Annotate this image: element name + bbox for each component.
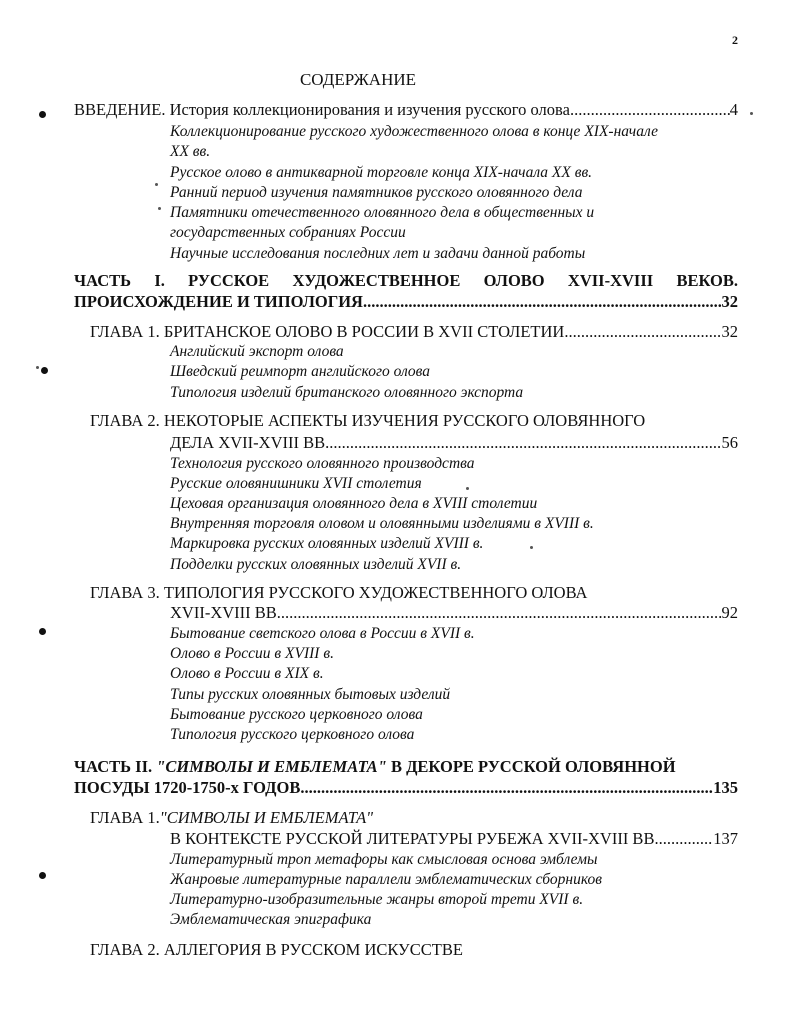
toc-subentry: Английский экспорт олова bbox=[170, 343, 344, 360]
toc-chapter-1-2-line-2[interactable]: ДЕЛА XVII-XVIII ВВ. ..... 56 bbox=[170, 433, 738, 453]
toc-subentry: Бытование русского церковного олова bbox=[170, 706, 423, 723]
scan-speck bbox=[36, 366, 39, 369]
dot-leader bbox=[570, 100, 730, 120]
toc-chapter-2-1-line-2[interactable]: В КОНТЕКСТЕ РУССКОЙ ЛИТЕРАТУРЫ РУБЕЖА XVII-XVIII ВВ. ..... 137 bbox=[170, 829, 738, 849]
toc-chapter-2-1-line-1[interactable]: ГЛАВА 1."СИМВОЛЫ И ЕМБЛЕМАТА" bbox=[90, 808, 374, 827]
dot-leader bbox=[363, 292, 722, 312]
toc-subentry: Литературный троп метафоры как смысловая основа эмблемы bbox=[170, 851, 598, 868]
margin-dot-mark bbox=[39, 111, 46, 118]
toc-page-number: 135 bbox=[713, 778, 738, 797]
scan-speck bbox=[155, 183, 158, 186]
dot-leader bbox=[281, 603, 722, 623]
toc-subentry: Олово в России в XVIII в. bbox=[170, 645, 334, 662]
toc-subentry: Бытование светского олова в России в XVII в. bbox=[170, 625, 475, 642]
dot-leader bbox=[329, 433, 721, 453]
toc-subentry: Русские оловянишники XVII столетия bbox=[170, 475, 422, 492]
page-title: СОДЕРЖАНИЕ bbox=[299, 70, 417, 89]
dot-leader bbox=[564, 322, 721, 342]
toc-page-number: 56 bbox=[721, 433, 738, 452]
toc-subentry: Типы русских оловянных бытовых изделий bbox=[170, 686, 451, 703]
scan-speck bbox=[158, 207, 161, 210]
toc-subentry: Олово в России в XIX в. bbox=[170, 665, 324, 682]
toc-subentry: Памятники отечественного оловянного дела в общественных и bbox=[170, 204, 595, 221]
toc-chapter-1-1[interactable]: ГЛАВА 1. БРИТАНСКОЕ ОЛОВО В РОССИИ В XVII СТОЛЕТИИ ..... 32 bbox=[90, 322, 738, 342]
toc-subentry: Маркировка русских оловянных изделий XVIII в. bbox=[170, 535, 484, 552]
toc-subentry: Внутренняя торговля оловом и оловянными изделиями в XVIII в. bbox=[170, 515, 594, 532]
toc-part-1-line-1[interactable]: ЧАСТЬ I. РУССКОЕ ХУДОЖЕСТВЕННОЕ ОЛОВО XVII-XVIII ВЕКОВ. bbox=[74, 271, 738, 290]
toc-page-number: 32 bbox=[721, 322, 738, 341]
toc-part-2-line-1[interactable]: ЧАСТЬ II. "СИМВОЛЫ И ЕМБЛЕМАТА" В ДЕКОРЕ РУССКОЙ ОЛОВЯННОЙ bbox=[74, 757, 676, 776]
toc-chapter-1-2-line-1[interactable]: ГЛАВА 2. НЕКОТОРЫЕ АСПЕКТЫ ИЗУЧЕНИЯ РУССКОГО ОЛОВЯННОГО bbox=[90, 411, 646, 430]
toc-subentry: Жанровые литературные параллели эмблематических сборников bbox=[170, 871, 602, 888]
toc-part-1-line-2[interactable]: ПРОИСХОЖДЕНИЕ И ТИПОЛОГИЯ ..... 32 bbox=[74, 292, 738, 312]
toc-page-number: 4 bbox=[729, 100, 738, 119]
toc-subentry: Шведский реимпорт английского олова bbox=[170, 363, 431, 380]
margin-dot-mark bbox=[39, 872, 46, 879]
toc-chapter-1-3-line-1[interactable]: ГЛАВА 3. ТИПОЛОГИЯ РУССКОГО ХУДОЖЕСТВЕННОГО ОЛОВА bbox=[90, 583, 588, 602]
toc-subentry: Цеховая организация оловянного дела в XVIII столетии bbox=[170, 495, 538, 512]
toc-subentry: Коллекционирование русского художественного олова в конце XIX-начале bbox=[170, 123, 658, 140]
scan-speck bbox=[530, 546, 533, 549]
toc-page-number: 92 bbox=[721, 603, 738, 622]
toc-subentry: XX вв. bbox=[170, 143, 211, 160]
margin-dot-mark bbox=[39, 628, 46, 635]
toc-subentry: Эмблематическая эпиграфика bbox=[170, 911, 372, 928]
margin-dot-mark bbox=[41, 367, 48, 374]
toc-chapter-2-2[interactable]: ГЛАВА 2. АЛЛЕГОРИЯ В РУССКОМ ИСКУССТВЕ bbox=[90, 940, 463, 959]
toc-subentry: государственных собраниях России bbox=[170, 224, 406, 241]
toc-entry-introduction[interactable]: ВВЕДЕНИЕ. История коллекционирования и изучения русского олова ..... 4 bbox=[74, 100, 738, 120]
scan-speck bbox=[750, 112, 753, 115]
toc-page-number: 32 bbox=[721, 292, 738, 311]
toc-subentry: Русское олово в антикварной торговле конца XIX-начала XX вв. bbox=[170, 164, 593, 181]
scan-speck bbox=[466, 487, 469, 490]
toc-subentry: Литературно-изобразительные жанры второй трети XVII в. bbox=[170, 891, 584, 908]
toc-chapter-1-3-line-2[interactable]: XVII-XVIII ВВ. ..... 92 bbox=[170, 603, 738, 623]
toc-page-number: 137 bbox=[713, 829, 738, 848]
toc-subentry: Технология русского оловянного производства bbox=[170, 455, 475, 472]
page-number: 2 bbox=[732, 33, 738, 47]
toc-subentry: Типология русского церковного олова bbox=[170, 726, 415, 743]
toc-subentry: Научные исследования последних лет и задачи данной работы bbox=[170, 245, 586, 262]
toc-subentry: Типология изделий британского оловянного экспорта bbox=[170, 384, 524, 401]
toc-subentry: Ранний период изучения памятников русского оловянного дела bbox=[170, 184, 583, 201]
dot-leader bbox=[659, 829, 714, 849]
dot-leader bbox=[300, 778, 713, 798]
toc-subentry: Подделки русских оловянных изделий XVII в. bbox=[170, 556, 462, 573]
toc-part-2-line-2[interactable]: ПОСУДЫ 1720-1750-х ГОДОВ ..... 135 bbox=[74, 778, 738, 798]
